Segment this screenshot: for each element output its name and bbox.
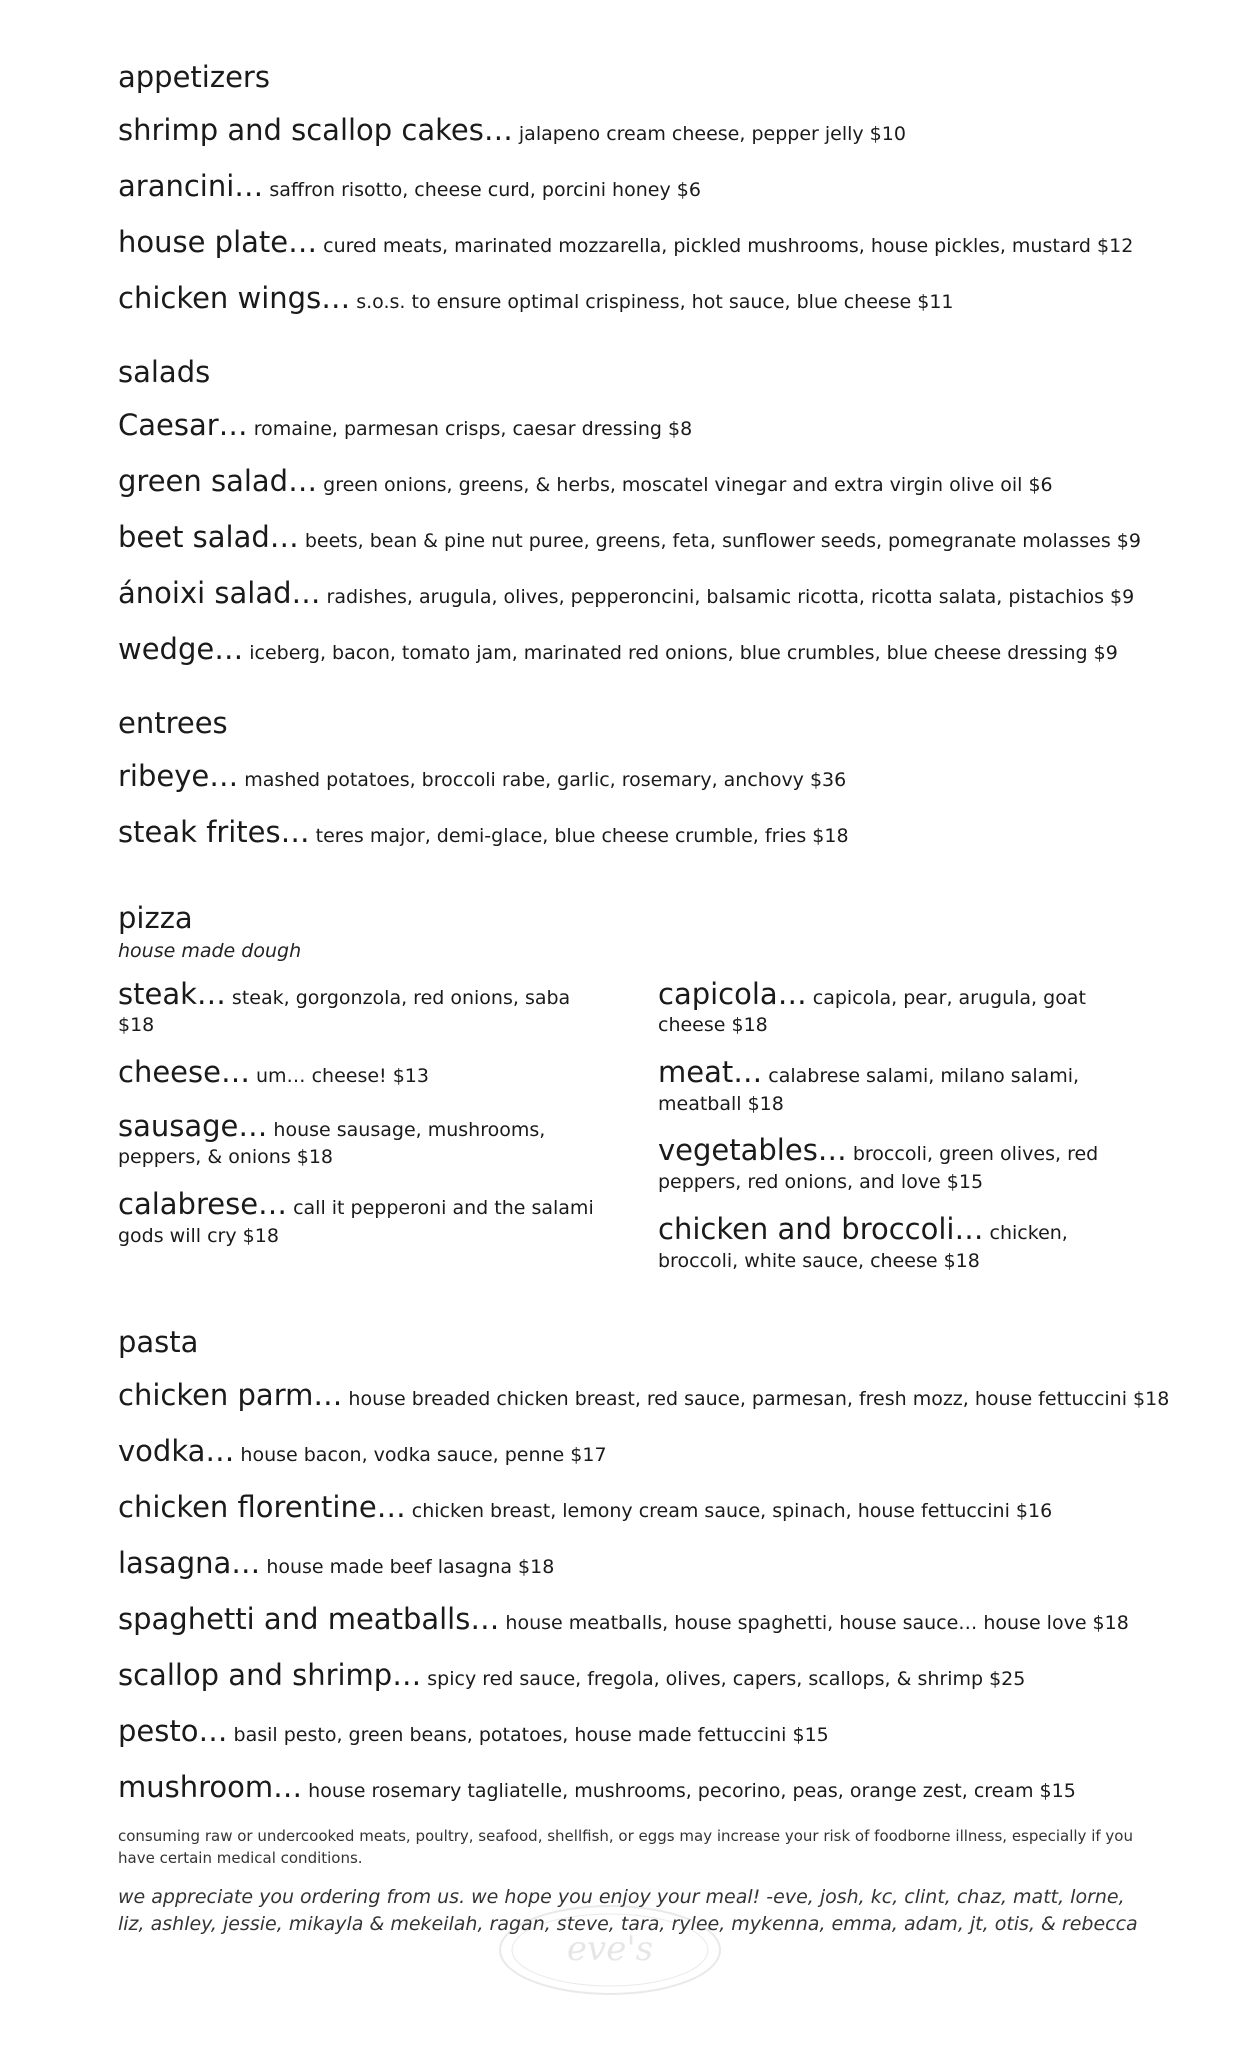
item-desc: capicola, pear, arugula, goat cheese $18	[658, 986, 1086, 1037]
item-name: shrimp and scallop cakes…	[118, 112, 513, 147]
item-name: pesto…	[118, 1714, 228, 1749]
item-desc: mashed potatoes, broccoli rabe, garlic, rosemary, anchovy $36	[238, 768, 847, 791]
item-name: beet salad…	[118, 519, 299, 554]
item-name: ánoixi salad…	[118, 575, 321, 610]
menu-item	[118, 109, 1138, 151]
item-name: meat…	[658, 1055, 763, 1090]
pizza-right-column	[658, 976, 1138, 1290]
item-desc: broccoli, green olives, red peppers, red onions, and love $15	[658, 1143, 1099, 1194]
menu-item	[118, 1654, 1138, 1696]
section-title: appetizers	[118, 60, 270, 94]
menu-item	[118, 1710, 1138, 1752]
menu-item	[118, 1766, 1138, 1808]
item-desc: house meatballs, house spaghetti, house sauce… house love $18	[499, 1612, 1129, 1635]
menu-item	[658, 1054, 1138, 1116]
item-name: chicken wings…	[118, 280, 351, 315]
item-name: chicken florentine…	[118, 1490, 406, 1525]
item-name: cheese…	[118, 1055, 250, 1090]
menu-item	[118, 1108, 598, 1170]
section-appetizers	[118, 60, 1138, 319]
item-name: capicola…	[658, 976, 807, 1011]
menu-page	[118, 60, 1170, 1939]
item-name: green salad…	[118, 463, 318, 498]
menu-item	[118, 755, 1138, 797]
logo-watermark	[495, 1900, 725, 2000]
item-name: ribeye…	[118, 758, 239, 793]
menu-item	[118, 811, 1138, 853]
item-desc: chicken, broccoli, white sauce, cheese $18	[658, 1221, 1068, 1272]
item-desc: radishes, arugula, olives, pepperoncini, balsamic ricotta, ricotta salata, pistachios $9	[320, 585, 1135, 608]
section-subtitle: house made dough	[118, 939, 302, 962]
section-title: salads	[118, 354, 211, 389]
item-name: chicken and broccoli…	[658, 1211, 984, 1246]
item-name: scallop and shrimp…	[118, 1658, 422, 1693]
pizza-columns	[118, 976, 1138, 1290]
menu-item	[118, 516, 1141, 558]
item-desc: house rosemary tagliatelle, mushrooms, pecorino, peas, orange zest, cream $15	[302, 1780, 1076, 1803]
section-pizza	[118, 901, 1138, 1289]
section-entrees	[118, 706, 1138, 853]
menu-item	[118, 628, 1138, 670]
item-desc: calabrese salami, milano salami, meatball $18	[658, 1065, 1080, 1115]
item-desc: spicy red sauce, fregola, olives, capers, scallops, & shrimp $25	[421, 1668, 1026, 1691]
item-desc: house breaded chicken breast, red sauce, parmesan, fresh mozz, house fettuccini $18	[342, 1388, 1170, 1410]
item-name: vodka…	[118, 1434, 235, 1469]
item-name: steak frites…	[118, 814, 310, 849]
menu-item	[118, 976, 598, 1038]
section-title: entrees	[118, 706, 228, 741]
item-name: spaghetti and meatballs…	[118, 1602, 500, 1637]
item-desc: chicken breast, lemony cream sauce, spinach, house fettuccini $16	[405, 1500, 1053, 1523]
menu-item	[658, 976, 1138, 1038]
menu-item	[118, 460, 1138, 502]
item-name: wedge…	[118, 631, 244, 666]
food-safety-disclaimer: consuming raw or undercooked meats, poultry, seafood, shellfish, or eggs may increase your risk of foodborne illness, especially if you have certain medical conditions.	[118, 1827, 1133, 1868]
menu-item	[118, 277, 1138, 319]
item-desc: um… cheese! $13	[249, 1065, 429, 1088]
menu-item	[118, 572, 1138, 614]
item-name: steak…	[118, 976, 226, 1011]
item-desc: cured meats, marinated mozzarella, pickled mushrooms, house pickles, mustard $12	[317, 234, 1134, 257]
menu-item	[658, 1132, 1138, 1194]
section-pasta	[118, 1325, 1170, 1808]
menu-item	[118, 1054, 598, 1092]
thank-you-note: we appreciate you ordering from us. we hope you enjoy your meal! -eve, josh, kc, clint, chaz, matt, lorne, liz, ashley, jessie, mikayla & mekeilah, ragan, steve, tara, rylee, mykenna, emma, adam, jt, otis, & rebecca	[118, 1885, 1138, 1936]
menu-item	[118, 1430, 1138, 1472]
item-desc: saffron risotto, cheese curd, porcini honey $6	[263, 178, 701, 201]
item-name: house plate…	[118, 224, 318, 259]
section-title: pizza	[118, 900, 193, 935]
item-name: vegetables…	[658, 1133, 847, 1168]
item-desc: green onions, greens, & herbs, moscatel vinegar and extra virgin olive oil $6	[317, 473, 1053, 496]
item-desc: s.o.s. to ensure optimal crispiness, hot sauce, blue cheese $11	[350, 290, 954, 313]
pizza-left-column	[118, 976, 598, 1290]
item-desc: house bacon, vodka sauce, penne $17	[234, 1444, 607, 1467]
menu-item	[118, 1486, 1138, 1528]
menu-item	[118, 1598, 1138, 1640]
item-desc: house sausage, mushrooms, peppers, & onions $18	[118, 1118, 546, 1169]
item-desc: call it pepperoni and the salami gods will cry $18	[118, 1197, 594, 1247]
item-desc: basil pesto, green beans, potatoes, house made fettuccini $15	[227, 1724, 829, 1747]
menu-item	[118, 1186, 598, 1248]
item-desc: jalapeno cream cheese, pepper jelly $10	[512, 122, 906, 145]
item-name: mushroom…	[118, 1770, 303, 1805]
item-name: calabrese…	[118, 1187, 288, 1222]
item-name: lasagna…	[118, 1546, 261, 1581]
section-title: pasta	[118, 1325, 199, 1360]
menu-item	[118, 404, 1138, 446]
section-salads	[118, 354, 1141, 670]
menu-item	[658, 1211, 1138, 1273]
item-desc: teres major, demi-glace, blue cheese crumble, fries $18	[309, 824, 849, 847]
item-desc: romaine, parmesan crisps, caesar dressing $8	[247, 417, 693, 440]
item-desc: beets, bean & pine nut puree, greens, feta, sunflower seeds, pomegranate molasses $9	[298, 529, 1141, 552]
item-desc: house made beef lasagna $18	[260, 1556, 555, 1579]
item-name: chicken parm…	[118, 1378, 343, 1412]
item-name: arancini…	[118, 168, 264, 203]
item-name: sausage…	[118, 1108, 268, 1143]
item-name: Caesar…	[118, 407, 248, 442]
menu-item	[118, 1542, 1138, 1584]
item-desc: iceberg, bacon, tomato jam, marinated red onions, blue crumbles, blue cheese dressing $9	[243, 641, 1118, 664]
item-desc: steak, gorgonzola, red onions, saba $18	[118, 986, 571, 1037]
menu-item	[118, 221, 1138, 263]
watermark-text: eve's	[566, 1929, 654, 1969]
menu-item	[118, 165, 1138, 207]
menu-item	[118, 1374, 1170, 1416]
